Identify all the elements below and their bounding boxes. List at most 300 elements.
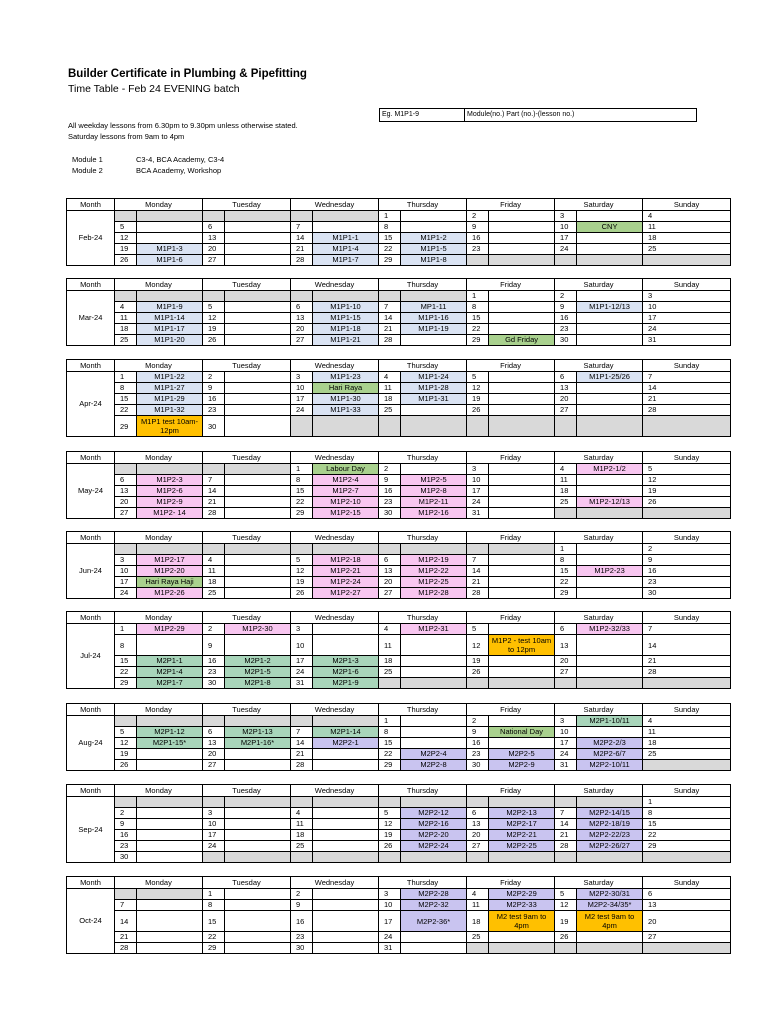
- column-header-sunday: Sunday: [643, 785, 731, 797]
- day-number: 5: [555, 889, 577, 900]
- column-header-friday: Friday: [467, 704, 555, 716]
- empty-cell: [225, 943, 291, 954]
- day-number: 2: [555, 291, 577, 302]
- day-number: 23: [379, 497, 401, 508]
- column-header-tuesday: Tuesday: [203, 199, 291, 211]
- day-number: 7: [291, 222, 313, 233]
- day-number: 2: [467, 716, 489, 727]
- day-number: 24: [555, 244, 577, 255]
- day-number: 5: [115, 222, 137, 233]
- lesson-cell: M1P2-17: [137, 555, 203, 566]
- lesson-cell: M1P2-29: [137, 624, 203, 635]
- empty-cell: [313, 749, 379, 760]
- sunday-cell: 6: [643, 889, 731, 900]
- day-number: 25: [203, 588, 225, 599]
- sunday-cell: 10: [643, 302, 731, 313]
- empty-cell: [225, 911, 291, 932]
- sunday-cell: 28: [643, 405, 731, 416]
- day-number: 13: [555, 635, 577, 656]
- day-number: 1: [467, 291, 489, 302]
- column-header-thursday: Thursday: [379, 532, 467, 544]
- lesson-cell: M1P1-25/26: [577, 372, 643, 383]
- sunday-cell: [643, 416, 731, 437]
- lesson-cell: CNY: [577, 222, 643, 233]
- column-header-monday: Monday: [115, 877, 203, 889]
- week-row: [67, 900, 731, 911]
- month-label: Jul-24: [67, 624, 115, 689]
- day-number: 26: [467, 405, 489, 416]
- month-label: Apr-24: [67, 372, 115, 437]
- day-number: 8: [115, 383, 137, 394]
- legend-description: Module(no.) Part (no.)-(lesson no.): [467, 111, 575, 118]
- day-number: 11: [203, 566, 225, 577]
- sunday-cell: 3: [643, 291, 731, 302]
- day-number: 2: [291, 889, 313, 900]
- month-label: May-24: [67, 464, 115, 519]
- day-number: 22: [555, 577, 577, 588]
- month-table-oct-24: [66, 876, 731, 954]
- day-number: 17: [379, 911, 401, 932]
- week-row: [67, 808, 731, 819]
- lesson-cell: M1P2-12/13: [577, 497, 643, 508]
- day-number: [291, 211, 313, 222]
- month-table-sep-24: [66, 784, 731, 863]
- column-header-thursday: Thursday: [379, 452, 467, 464]
- day-number: 19: [467, 394, 489, 405]
- sunday-cell: 11: [643, 727, 731, 738]
- column-header-tuesday: Tuesday: [203, 612, 291, 624]
- day-number: 16: [467, 738, 489, 749]
- column-header-sunday: Sunday: [643, 279, 731, 291]
- day-number: [291, 544, 313, 555]
- day-number: 24: [203, 841, 225, 852]
- day-number: 18: [467, 911, 489, 932]
- legend-example: Eg. M1P1-9: [380, 109, 465, 121]
- day-number: 16: [115, 830, 137, 841]
- empty-cell: [137, 233, 203, 244]
- day-number: 3: [115, 555, 137, 566]
- day-number: 11: [467, 900, 489, 911]
- sunday-cell: 25: [643, 749, 731, 760]
- empty-cell: [489, 932, 555, 943]
- day-number: 5: [379, 808, 401, 819]
- column-header-tuesday: Tuesday: [203, 704, 291, 716]
- day-number: [467, 852, 489, 863]
- month-label: Mar-24: [67, 291, 115, 346]
- week-row: [67, 475, 731, 486]
- empty-cell: [313, 900, 379, 911]
- empty-cell: [225, 852, 291, 863]
- day-number: 15: [379, 233, 401, 244]
- day-number: 20: [203, 244, 225, 255]
- empty-cell: [489, 233, 555, 244]
- month-label: Jun-24: [67, 544, 115, 599]
- empty-cell: [577, 932, 643, 943]
- module-1-venue: C3-4, BCA Academy, C3-4: [136, 155, 225, 164]
- lesson-cell: M1P2-16: [401, 508, 467, 519]
- lesson-cell: M2P2-16: [401, 819, 467, 830]
- day-number: 28: [291, 760, 313, 771]
- lesson-cell: M2P2-28: [401, 889, 467, 900]
- column-header-saturday: Saturday: [555, 279, 643, 291]
- empty-cell: [489, 497, 555, 508]
- lesson-cell: M2P1-12: [137, 727, 203, 738]
- lesson-cell: MP1-11: [401, 302, 467, 313]
- day-number: [203, 852, 225, 863]
- lesson-cell: M1P1-16: [401, 313, 467, 324]
- empty-cell: [577, 852, 643, 863]
- day-number: 20: [115, 497, 137, 508]
- day-number: 13: [379, 566, 401, 577]
- empty-cell: [313, 852, 379, 863]
- day-number: 25: [467, 932, 489, 943]
- empty-cell: [313, 416, 379, 437]
- month-table-mar-24: [66, 278, 731, 346]
- empty-cell: [489, 405, 555, 416]
- empty-cell: [489, 302, 555, 313]
- column-header-saturday: Saturday: [555, 360, 643, 372]
- day-number: 8: [379, 727, 401, 738]
- day-number: 6: [203, 727, 225, 738]
- day-number: [467, 255, 489, 266]
- day-number: [115, 544, 137, 555]
- day-number: 21: [115, 932, 137, 943]
- week-row: [67, 383, 731, 394]
- column-header-monday: Monday: [115, 612, 203, 624]
- lesson-cell: M1P2-30: [225, 624, 291, 635]
- empty-cell: [577, 727, 643, 738]
- empty-cell: [313, 830, 379, 841]
- empty-cell: [225, 416, 291, 437]
- week-row: [67, 222, 731, 233]
- lesson-cell: M1P2-31: [401, 624, 467, 635]
- day-number: 24: [291, 405, 313, 416]
- empty-cell: [225, 211, 291, 222]
- column-header-sunday: Sunday: [643, 199, 731, 211]
- column-header-thursday: Thursday: [379, 785, 467, 797]
- lesson-cell: M2P1-10/11: [577, 716, 643, 727]
- lesson-cell: M1P1-1: [313, 233, 379, 244]
- day-number: [203, 291, 225, 302]
- day-number: 26: [115, 760, 137, 771]
- column-header-month: Month: [67, 532, 115, 544]
- empty-cell: [313, 291, 379, 302]
- day-number: 20: [291, 324, 313, 335]
- lesson-cell: M1P1-19: [401, 324, 467, 335]
- week-row: [67, 760, 731, 771]
- empty-cell: [489, 464, 555, 475]
- column-header-tuesday: Tuesday: [203, 452, 291, 464]
- day-number: [115, 291, 137, 302]
- empty-cell: [225, 841, 291, 852]
- day-number: 22: [379, 749, 401, 760]
- empty-cell: [577, 255, 643, 266]
- day-number: 11: [291, 819, 313, 830]
- lesson-cell: M1P1-28: [401, 383, 467, 394]
- day-number: 19: [115, 749, 137, 760]
- lesson-cell: M2P1-9: [313, 678, 379, 689]
- day-number: 15: [555, 566, 577, 577]
- day-number: 19: [115, 244, 137, 255]
- day-number: 2: [379, 464, 401, 475]
- day-number: 7: [555, 808, 577, 819]
- day-number: 13: [115, 486, 137, 497]
- empty-cell: [577, 555, 643, 566]
- lesson-cell: M1P1-7: [313, 255, 379, 266]
- empty-cell: [225, 383, 291, 394]
- week-row: [67, 416, 731, 437]
- lesson-cell: M1P2-27: [313, 588, 379, 599]
- column-header-monday: Monday: [115, 532, 203, 544]
- lesson-cell: M1P2-28: [401, 588, 467, 599]
- empty-cell: [225, 760, 291, 771]
- day-number: 5: [291, 555, 313, 566]
- column-header-saturday: Saturday: [555, 785, 643, 797]
- empty-cell: [137, 841, 203, 852]
- day-number: 3: [379, 889, 401, 900]
- empty-cell: [401, 727, 467, 738]
- empty-cell: [577, 233, 643, 244]
- day-number: 22: [115, 405, 137, 416]
- day-number: 4: [115, 302, 137, 313]
- empty-cell: [489, 555, 555, 566]
- sunday-cell: 9: [643, 555, 731, 566]
- sunday-cell: 27: [643, 932, 731, 943]
- day-number: 3: [291, 624, 313, 635]
- lesson-cell: M1P2-22: [401, 566, 467, 577]
- empty-cell: [225, 819, 291, 830]
- lesson-cell: M1P2-18: [313, 555, 379, 566]
- empty-cell: [489, 372, 555, 383]
- day-number: 2: [203, 624, 225, 635]
- day-number: 11: [115, 313, 137, 324]
- empty-cell: [225, 508, 291, 519]
- month-table-aug-24: [66, 703, 731, 771]
- lesson-cell: M1P1-2: [401, 233, 467, 244]
- day-number: [115, 716, 137, 727]
- day-number: 23: [467, 749, 489, 760]
- empty-cell: [489, 852, 555, 863]
- empty-cell: [489, 486, 555, 497]
- column-header-month: Month: [67, 279, 115, 291]
- empty-cell: [489, 716, 555, 727]
- empty-cell: [489, 624, 555, 635]
- day-number: 18: [555, 486, 577, 497]
- lesson-cell: M2P2-6/7: [577, 749, 643, 760]
- day-number: 1: [379, 716, 401, 727]
- day-number: 18: [379, 394, 401, 405]
- day-number: 23: [555, 324, 577, 335]
- week-row: [67, 588, 731, 599]
- day-number: 16: [467, 233, 489, 244]
- sunday-cell: 26: [643, 497, 731, 508]
- day-number: 14: [467, 566, 489, 577]
- day-number: 9: [555, 302, 577, 313]
- month-table-may-24: [66, 451, 731, 519]
- column-header-wednesday: Wednesday: [291, 452, 379, 464]
- day-number: 4: [555, 464, 577, 475]
- lesson-cell: M1P1-9: [137, 302, 203, 313]
- day-number: 22: [203, 932, 225, 943]
- week-row: [67, 678, 731, 689]
- lesson-cell: M2P2-1: [313, 738, 379, 749]
- week-row: [67, 841, 731, 852]
- column-header-wednesday: Wednesday: [291, 704, 379, 716]
- lesson-cell: M2P1-5: [225, 667, 291, 678]
- empty-cell: [577, 635, 643, 656]
- day-number: 27: [203, 255, 225, 266]
- day-number: 20: [555, 656, 577, 667]
- lesson-cell: M1P2-21: [313, 566, 379, 577]
- empty-cell: [577, 394, 643, 405]
- day-number: 18: [203, 577, 225, 588]
- day-number: 16: [291, 911, 313, 932]
- lesson-cell: M2P2-12: [401, 808, 467, 819]
- lesson-cell: M2P2-21: [489, 830, 555, 841]
- column-header-thursday: Thursday: [379, 612, 467, 624]
- empty-cell: [489, 943, 555, 954]
- column-header-wednesday: Wednesday: [291, 612, 379, 624]
- empty-cell: [225, 313, 291, 324]
- week-row: [67, 624, 731, 635]
- lesson-cell: M1P1-20: [137, 335, 203, 346]
- empty-cell: [577, 588, 643, 599]
- day-number: [115, 464, 137, 475]
- lesson-cell: M1P1-29: [137, 394, 203, 405]
- empty-cell: [137, 889, 203, 900]
- day-number: 10: [291, 383, 313, 394]
- empty-cell: [313, 911, 379, 932]
- day-number: 10: [379, 900, 401, 911]
- empty-cell: [137, 635, 203, 656]
- day-number: 5: [467, 372, 489, 383]
- day-number: 1: [115, 372, 137, 383]
- day-number: 14: [291, 233, 313, 244]
- column-header-month: Month: [67, 612, 115, 624]
- lesson-cell: M1P2-5: [401, 475, 467, 486]
- column-header-saturday: Saturday: [555, 452, 643, 464]
- day-number: 11: [555, 475, 577, 486]
- empty-cell: [137, 716, 203, 727]
- column-header-tuesday: Tuesday: [203, 279, 291, 291]
- week-row: [67, 716, 731, 727]
- lesson-cell: M2P2-8: [401, 760, 467, 771]
- day-number: 13: [555, 383, 577, 394]
- page-title: Builder Certificate in Plumbing & Pipefitting: [68, 68, 307, 80]
- empty-cell: [577, 211, 643, 222]
- day-number: 27: [555, 405, 577, 416]
- sunday-cell: 21: [643, 394, 731, 405]
- day-number: 19: [291, 577, 313, 588]
- lesson-cell: M1P1-4: [313, 244, 379, 255]
- sunday-cell: 30: [643, 588, 731, 599]
- sunday-cell: 23: [643, 577, 731, 588]
- module-2-venue: BCA Academy, Workshop: [136, 166, 222, 175]
- empty-cell: [225, 900, 291, 911]
- empty-cell: [225, 889, 291, 900]
- column-header-tuesday: Tuesday: [203, 785, 291, 797]
- day-number: 9: [379, 475, 401, 486]
- week-row: [67, 727, 731, 738]
- day-number: [203, 716, 225, 727]
- day-number: 23: [203, 405, 225, 416]
- empty-cell: [577, 244, 643, 255]
- day-number: 17: [291, 394, 313, 405]
- empty-cell: [401, 405, 467, 416]
- empty-cell: [489, 738, 555, 749]
- day-number: [379, 291, 401, 302]
- empty-cell: [225, 566, 291, 577]
- column-header-saturday: Saturday: [555, 704, 643, 716]
- column-header-month: Month: [67, 199, 115, 211]
- day-number: [467, 943, 489, 954]
- empty-cell: [137, 830, 203, 841]
- day-number: 6: [555, 372, 577, 383]
- day-number: 17: [555, 738, 577, 749]
- lesson-cell: Labour Day: [313, 464, 379, 475]
- column-header-wednesday: Wednesday: [291, 785, 379, 797]
- lesson-cell: M1P2-19: [401, 555, 467, 566]
- lesson-cell: M2P2-26/27: [577, 841, 643, 852]
- empty-cell: [225, 405, 291, 416]
- lesson-cell: M1P2-24: [313, 577, 379, 588]
- empty-cell: [137, 932, 203, 943]
- sunday-cell: 15: [643, 819, 731, 830]
- lesson-cell: M2P1-6: [313, 667, 379, 678]
- day-number: 25: [379, 667, 401, 678]
- day-number: [467, 797, 489, 808]
- day-number: 1: [379, 211, 401, 222]
- lesson-cell: M1P1-33: [313, 405, 379, 416]
- day-number: 29: [379, 760, 401, 771]
- empty-cell: [137, 211, 203, 222]
- day-number: [555, 852, 577, 863]
- month-label: Aug-24: [67, 716, 115, 771]
- sunday-cell: 11: [643, 222, 731, 233]
- empty-cell: [577, 678, 643, 689]
- lesson-cell: M2P1-16*: [225, 738, 291, 749]
- empty-cell: [577, 667, 643, 678]
- day-number: 12: [379, 819, 401, 830]
- empty-cell: [489, 255, 555, 266]
- day-number: 7: [203, 475, 225, 486]
- empty-cell: [225, 302, 291, 313]
- sunday-cell: 21: [643, 656, 731, 667]
- day-number: 20: [379, 577, 401, 588]
- day-number: 26: [291, 588, 313, 599]
- column-header-sunday: Sunday: [643, 360, 731, 372]
- day-number: 6: [555, 624, 577, 635]
- empty-cell: [225, 932, 291, 943]
- day-number: 11: [379, 635, 401, 656]
- day-number: 29: [555, 588, 577, 599]
- week-row: [67, 233, 731, 244]
- lesson-cell: M1P2- 14: [137, 508, 203, 519]
- week-row: [67, 555, 731, 566]
- day-number: 3: [291, 372, 313, 383]
- column-header-wednesday: Wednesday: [291, 532, 379, 544]
- day-number: 12: [115, 738, 137, 749]
- month-label: Oct-24: [67, 889, 115, 954]
- day-number: 3: [555, 716, 577, 727]
- week-row: [67, 324, 731, 335]
- module-2-label: Module 2: [72, 166, 103, 175]
- empty-cell: [225, 808, 291, 819]
- day-number: 17: [203, 830, 225, 841]
- day-number: 23: [467, 244, 489, 255]
- empty-cell: [225, 233, 291, 244]
- week-row: [67, 291, 731, 302]
